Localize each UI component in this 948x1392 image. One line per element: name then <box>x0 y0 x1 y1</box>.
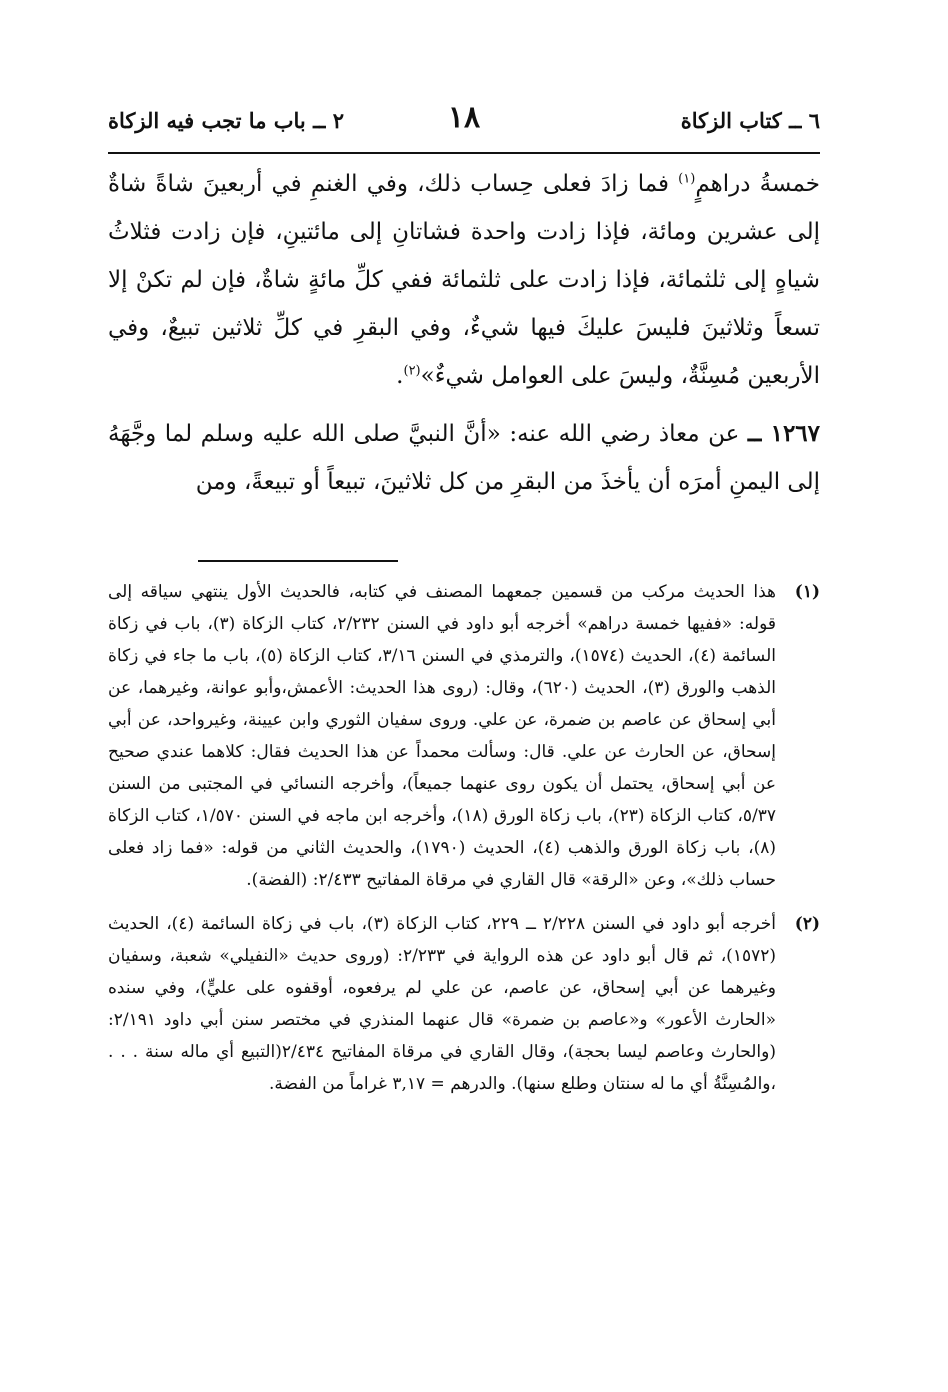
hadith-number: ١٢٦٧ ــ <box>747 420 821 447</box>
footnote-1-marker: (١) <box>794 582 820 602</box>
header-book-title: ٦ ــ كتاب الزكاة <box>680 108 820 133</box>
book-page <box>108 96 820 1356</box>
header-chapter-title: ٢ ــ باب ما تجب فيه الزكاة <box>108 108 344 133</box>
footnote-ref-2: (٢) <box>403 363 421 379</box>
paragraph-2-body: عن معاذ رضي الله عنه: «أنَّ النبيَّ صلى الله عليه وسلم لما وجَّهَهُ إلى اليمنِ أمرَه أن يأخذَ من البقرِ من كل ثلاثينَ، تبيعاً أو تبيعةً، ومن <box>108 421 820 495</box>
footnote-2-marker: (٢) <box>794 914 820 934</box>
paragraph-1-end: . <box>396 363 404 389</box>
footnote-1 <box>108 576 820 896</box>
paragraph-2 <box>108 410 820 506</box>
footnote-ref-1: (١) <box>678 171 696 187</box>
paragraph-1-start: خمسةُ دراهمٍ <box>695 171 820 197</box>
footnote-1-text: هذا الحديث مركب من قسمين جمعهما المصنف في كتابه، فالحديث الأول ينتهي سياقه إلى قوله: «ففيها خمسة دراهم» أخرجه أبو داود في السنن ٢/٢٣٢، كتاب الزكاة (٣)، باب في زكاة السائمة (٤)، الحديث (١٥٧٤)، والترمذي في السنن ٣/١٦، كتاب الزكاة (٥)، باب ما جاء في زكاة الذهب والورق (٣)، الحديث (٦٢٠)، وقال: (روى هذا الحديث: الأعمش،وأبو عوانة، وغيرهما، عن أبي إسحاق عن عاصم بن ضمرة، عن علي. وروى سفيان الثوري وابن عيينة، وغيرواحد، عن أبي إسحاق، عن الحارث عن علي. قال: وسألت محمداً عن هذا الحديث فقال: كلاهما عندي صحيح عن أبي إسحاق، يحتمل أن يكون روى عنهما جميعاً)، وأخرجه النسائي في المجتبى من السنن ٥/٣٧، كتاب الزكاة (٢٣)، باب زكاة الورق (١٨)، وأخرجه ابن ماجه في السنن ١/٥٧٠، كتاب الزكاة (٨)، باب زكاة الورق والذهب (٤)، الحديث (١٧٩٠)، والحديث الثاني من قوله: «فما زاد فعلى حساب ذلك»، وعن «الرقة» قال القاري في مرقاة المفاتيح ٢/٤٣٣: (الفضة). <box>108 582 777 890</box>
main-text <box>108 160 820 506</box>
footnote-2 <box>108 908 820 1100</box>
footnote-separator <box>108 560 820 562</box>
footnotes <box>108 576 820 1100</box>
footnote-rule <box>198 560 398 562</box>
footnote-2-text: أخرجه أبو داود في السنن ٢/٢٢٨ ــ ٢٢٩، كتاب الزكاة (٣)، باب في زكاة السائمة (٤)، الحديث (١٥٧٢)، ثم قال أبو داود عن هذه الرواية في ٢/٢٣٣: (وروى حديث «النفيلي» شعبة، وسفيان وغيرهما عن أبي إسحاق، عن عاصم، عن علي لم يرفعوه، أوقفوه على عليٍّ)، وفي سنده «الحارث الأعور» و«عاصم بن ضمرة» قال عنهما المنذري في مختصر سنن أبي داود ٢/١٩١: (والحارث وعاصم ليسا بحجة)، وقال القاري في مرقاة المفاتيح ٢/٤٣٤(التبيع أي ماله سنة . . . ،والمُسِنَّةُ أي ما له سنتان وطلع سنها). والدرهم = ٣,١٧ غراماً من الفضة. <box>108 914 777 1094</box>
page-number: ١٨ <box>447 100 481 135</box>
running-header <box>108 96 820 154</box>
paragraph-1 <box>108 160 820 400</box>
paragraph-1-body: فما زادَ فعلى حِساب ذلك، وفي الغنمِ في أربعينَ شاةً شاةٌ إلى عشرين ومائة، فإذا زادت واحدة فشاتانِ إلى مائتينِ، فإن زادت فثلاثُ شياهٍ إلى ثلثمائة، فإذا زادت على ثلثمائة ففي كلِّ مائةٍ شاةٌ، فإن لم تكنْ إلا تسعاً وثلاثينَ فليسَ عليكَ فيها شيءٌ، وفي البقرِ في كلِّ ثلاثين تبيعٌ، وفي الأربعين مُسِنَّةٌ، وليسَ على العوامل شيءٌ» <box>108 171 820 389</box>
